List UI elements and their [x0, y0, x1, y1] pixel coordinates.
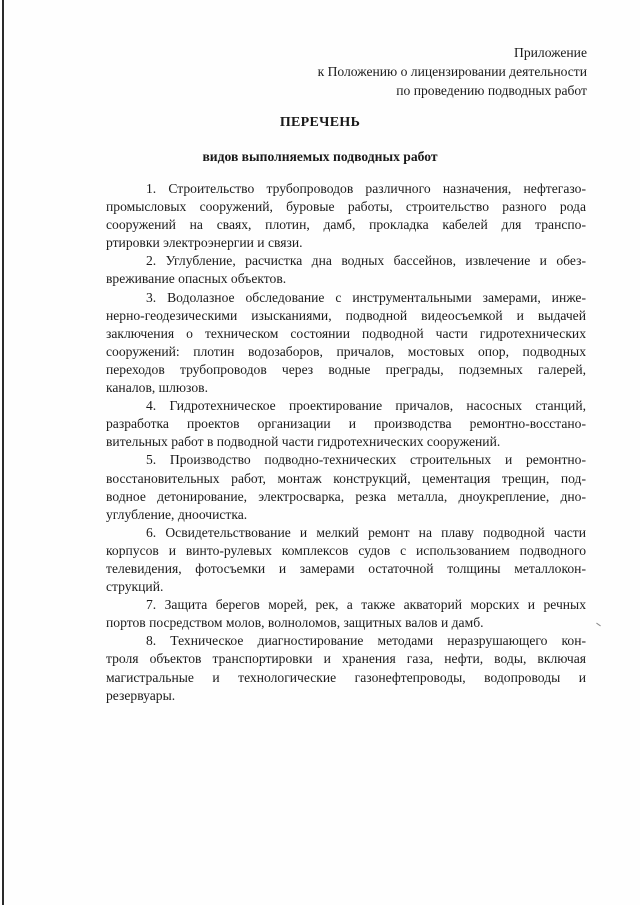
list-item-line: разработка проектов организации и производства ремонтно-восстано- [106, 416, 586, 432]
list-item-line: сооружений на сваях, плотин, дамб, прокладка кабелей для транспо- [106, 217, 586, 233]
list-item-line: троля объектов транспортировки и хранения газа, нефти, воды, включая [106, 651, 586, 667]
document-title: ПЕРЕЧЕНЬ [279, 115, 361, 130]
list-item-line: восстановительных работ, монтаж конструкций, цементация трещин, под- [106, 470, 586, 486]
list-item [106, 596, 586, 632]
work-types-list [106, 180, 586, 705]
document-subtitle: видов выполняемых подводных работ [202, 149, 438, 164]
list-item-line: сооружений: плотин водозаборов, причалов, мостовых опор, подводных [106, 343, 586, 359]
list-item-line: углубление, дноочистка. [106, 506, 248, 522]
list-item-line: корпусов и винто-рулевых комплексов судов с использованием подводного [106, 542, 586, 558]
scan-edge-line [2, 0, 4, 905]
list-item-line: 8. Техническое диагностирование методами неразрушающего кон- [146, 633, 586, 649]
list-item [106, 289, 586, 398]
appendix-line-2: к Положению о лицензировании деятельности [317, 64, 587, 79]
appendix-line-3: по проведению подводных работ [396, 83, 587, 98]
list-item-line: магистральные и технологические газонефтепроводы, водопроводы и [106, 669, 586, 685]
list-item-line: портов посредством молов, волноломов, защитных валов и дамб. [106, 615, 484, 631]
list-item-line: 1. Строительство трубопроводов различного назначения, нефтегазо- [146, 181, 586, 196]
list-item-line: нерно-геодезическими изысканиями, подводной видеосъемкой и выдачей [106, 307, 586, 323]
appendix-header [318, 43, 587, 100]
list-item-line: телевидения, фотосъемки и замерами остаточной толщины металлокон- [106, 560, 586, 576]
list-item-line: водное детонирование, электросварка, резка металла, дноукрепление, дно- [106, 488, 586, 504]
list-item-line: каналов, шлюзов. [106, 380, 208, 396]
list-item-line: 6. Освидетельствование и мелкий ремонт на плаву подводной части [146, 524, 586, 540]
list-item-line: вреживание опасных объектов. [106, 271, 287, 287]
list-item-line: 4. Гидротехническое проектирование причалов, насосных станций, [146, 398, 586, 414]
list-item [106, 180, 586, 252]
list-item-line: резервуары. [106, 687, 176, 703]
list-item [106, 397, 586, 451]
list-item [106, 252, 586, 288]
list-item-line: 7. Защита берегов морей, рек, а также акваторий морских и речных [146, 597, 586, 613]
list-item-line: вительных работ в подводной части гидротехнических сооружений. [106, 434, 501, 450]
list-item [106, 451, 586, 523]
list-item [106, 632, 586, 704]
scan-speck [596, 623, 601, 627]
list-item-line: 2. Углубление, расчистка дна водных бассейнов, извлечение и обез- [146, 253, 586, 269]
list-item-line: промысловых сооружений, буровые работы, строительство разного рода [106, 199, 586, 215]
list-item-line: струкций. [106, 579, 164, 595]
list-item [106, 524, 586, 596]
appendix-line-1: Приложение [514, 45, 587, 60]
list-item-line: 5. Производство подводно-технических строительных и ремонтно- [146, 452, 586, 468]
list-item-line: 3. Водолазное обследование с инструментальными замерами, инже- [146, 289, 586, 305]
list-item-line: переходов трубопроводов через водные преграды, подземных галерей, [106, 361, 586, 377]
list-item-line: заключения о техническом состоянии подводной части гидротехнических [106, 325, 586, 341]
list-item-line: ртировки электроэнергии и связи. [106, 235, 303, 251]
